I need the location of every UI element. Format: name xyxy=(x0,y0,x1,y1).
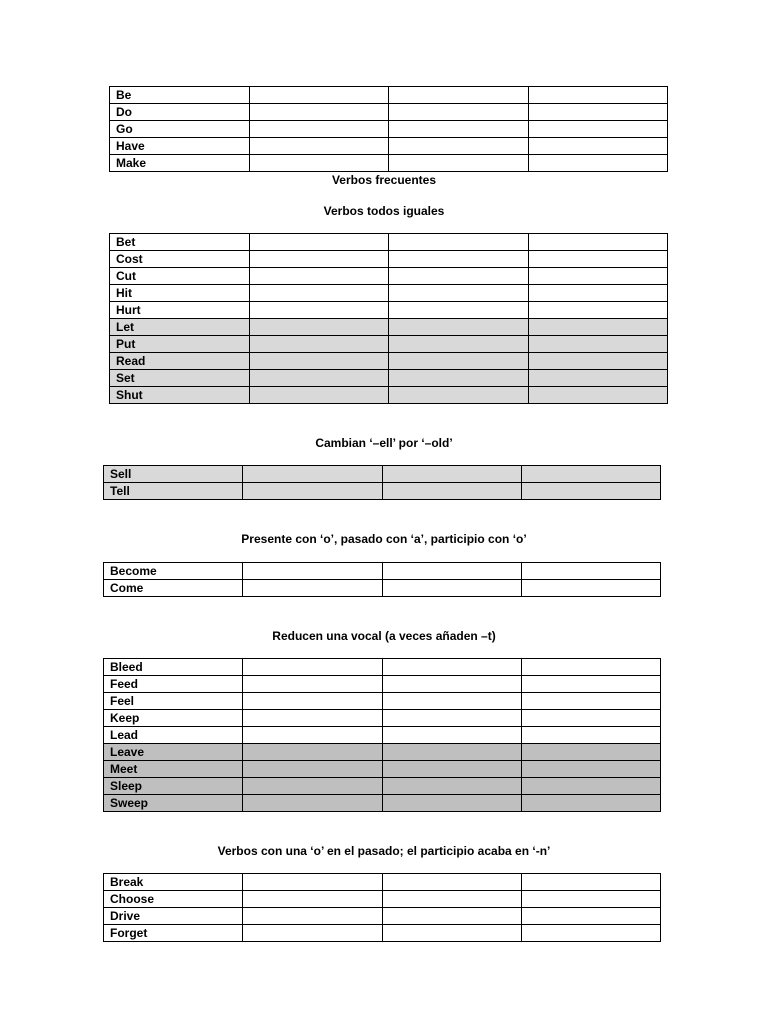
blank-cell[interactable] xyxy=(243,563,382,580)
blank-cell[interactable] xyxy=(521,483,660,500)
blank-cell[interactable] xyxy=(528,138,668,155)
table-all-same xyxy=(109,233,668,404)
table-row xyxy=(104,727,661,744)
table-row xyxy=(110,104,668,121)
table-row xyxy=(110,387,668,404)
blank-cell[interactable] xyxy=(249,121,389,138)
blank-cell[interactable] xyxy=(382,483,521,500)
heading-o-a-o: Presente con ‘o’, pasado con ‘a’, participio con ‘o’ xyxy=(241,532,527,546)
blank-cell[interactable] xyxy=(521,778,660,795)
table-row xyxy=(110,234,668,251)
verb-cell: Feel xyxy=(104,693,243,710)
table-row xyxy=(104,659,661,676)
verb-cell: Become xyxy=(104,563,243,580)
blank-cell[interactable] xyxy=(382,925,521,942)
table-row xyxy=(110,87,668,104)
table-row xyxy=(110,302,668,319)
blank-cell[interactable] xyxy=(528,268,668,285)
blank-cell[interactable] xyxy=(521,710,660,727)
table-row xyxy=(104,693,661,710)
verb-cell: Tell xyxy=(104,483,243,500)
blank-cell[interactable] xyxy=(389,336,529,353)
blank-cell[interactable] xyxy=(382,727,521,744)
verb-cell: Set xyxy=(110,370,250,387)
blank-cell[interactable] xyxy=(382,563,521,580)
blank-cell[interactable] xyxy=(243,466,382,483)
blank-cell[interactable] xyxy=(521,744,660,761)
blank-cell[interactable] xyxy=(528,251,668,268)
table-row xyxy=(110,370,668,387)
blank-cell[interactable] xyxy=(521,676,660,693)
blank-cell[interactable] xyxy=(243,761,382,778)
table-row xyxy=(104,710,661,727)
table-row xyxy=(104,580,661,597)
blank-cell[interactable] xyxy=(249,87,389,104)
verb-cell: Do xyxy=(110,104,250,121)
blank-cell[interactable] xyxy=(521,925,660,942)
blank-cell[interactable] xyxy=(389,121,529,138)
verb-cell: Come xyxy=(104,580,243,597)
blank-cell[interactable] xyxy=(249,234,389,251)
verb-cell: Sell xyxy=(104,466,243,483)
heading-o-past-n: Verbos con una ‘o’ en el pasado; el participio acaba en ‘-n’ xyxy=(217,844,551,858)
blank-cell[interactable] xyxy=(389,104,529,121)
blank-cell[interactable] xyxy=(382,693,521,710)
blank-cell[interactable] xyxy=(249,353,389,370)
table-o-a-o xyxy=(103,562,661,597)
blank-cell[interactable] xyxy=(249,302,389,319)
verb-cell: Put xyxy=(110,336,250,353)
blank-cell[interactable] xyxy=(389,319,529,336)
blank-cell[interactable] xyxy=(528,87,668,104)
blank-cell[interactable] xyxy=(528,336,668,353)
blank-cell[interactable] xyxy=(528,121,668,138)
verb-cell: Choose xyxy=(104,891,243,908)
blank-cell[interactable] xyxy=(243,908,382,925)
verb-cell: Hurt xyxy=(110,302,250,319)
blank-cell[interactable] xyxy=(521,580,660,597)
blank-cell[interactable] xyxy=(389,387,529,404)
blank-cell[interactable] xyxy=(521,727,660,744)
verb-cell: Shut xyxy=(110,387,250,404)
blank-cell[interactable] xyxy=(389,138,529,155)
verb-cell: Lead xyxy=(104,727,243,744)
verb-cell: Bleed xyxy=(104,659,243,676)
blank-cell[interactable] xyxy=(382,891,521,908)
verb-cell: Sweep xyxy=(104,795,243,812)
table-row xyxy=(110,353,668,370)
blank-cell[interactable] xyxy=(528,302,668,319)
blank-cell[interactable] xyxy=(521,659,660,676)
blank-cell[interactable] xyxy=(243,925,382,942)
blank-cell[interactable] xyxy=(249,138,389,155)
blank-cell[interactable] xyxy=(243,659,382,676)
table-reduce-vowel xyxy=(103,658,661,812)
blank-cell[interactable] xyxy=(528,234,668,251)
blank-cell[interactable] xyxy=(521,795,660,812)
table-row xyxy=(104,795,661,812)
table-row xyxy=(104,925,661,942)
blank-cell[interactable] xyxy=(382,795,521,812)
table-row xyxy=(104,744,661,761)
blank-cell[interactable] xyxy=(521,891,660,908)
table-row xyxy=(104,676,661,693)
blank-cell[interactable] xyxy=(528,353,668,370)
verb-cell: Keep xyxy=(104,710,243,727)
blank-cell[interactable] xyxy=(243,727,382,744)
verb-cell: Be xyxy=(110,87,250,104)
table-row xyxy=(104,483,661,500)
blank-cell[interactable] xyxy=(249,268,389,285)
verb-cell: Bet xyxy=(110,234,250,251)
table-row xyxy=(104,874,661,891)
blank-cell[interactable] xyxy=(382,744,521,761)
blank-cell[interactable] xyxy=(382,676,521,693)
blank-cell[interactable] xyxy=(389,302,529,319)
verb-cell: Break xyxy=(104,874,243,891)
verb-cell: Hit xyxy=(110,285,250,302)
blank-cell[interactable] xyxy=(243,744,382,761)
blank-cell[interactable] xyxy=(382,659,521,676)
table-frequent-verbs xyxy=(109,86,668,172)
blank-cell[interactable] xyxy=(521,563,660,580)
blank-cell[interactable] xyxy=(249,285,389,302)
verb-cell: Cut xyxy=(110,268,250,285)
table-ell-old xyxy=(103,465,661,500)
table-row xyxy=(110,251,668,268)
blank-cell[interactable] xyxy=(521,874,660,891)
blank-cell[interactable] xyxy=(243,891,382,908)
blank-cell[interactable] xyxy=(243,778,382,795)
verb-cell: Leave xyxy=(104,744,243,761)
verb-cell: Drive xyxy=(104,908,243,925)
blank-cell[interactable] xyxy=(249,370,389,387)
blank-cell[interactable] xyxy=(243,676,382,693)
blank-cell[interactable] xyxy=(382,580,521,597)
verb-cell: Let xyxy=(110,319,250,336)
blank-cell[interactable] xyxy=(382,874,521,891)
blank-cell[interactable] xyxy=(249,155,389,172)
blank-cell[interactable] xyxy=(521,466,660,483)
blank-cell[interactable] xyxy=(243,483,382,500)
verb-cell: Make xyxy=(110,155,250,172)
table-row xyxy=(104,891,661,908)
blank-cell[interactable] xyxy=(389,353,529,370)
heading-all-same: Verbos todos iguales xyxy=(323,204,445,218)
blank-cell[interactable] xyxy=(389,155,529,172)
blank-cell[interactable] xyxy=(249,336,389,353)
blank-cell[interactable] xyxy=(389,370,529,387)
blank-cell[interactable] xyxy=(521,908,660,925)
blank-cell[interactable] xyxy=(389,251,529,268)
blank-cell[interactable] xyxy=(243,580,382,597)
blank-cell[interactable] xyxy=(528,387,668,404)
heading-ell-old: Cambian ‘–ell’ por ‘–old’ xyxy=(315,436,453,450)
table-row xyxy=(104,761,661,778)
blank-cell[interactable] xyxy=(382,908,521,925)
verb-cell: Feed xyxy=(104,676,243,693)
blank-cell[interactable] xyxy=(521,761,660,778)
table-row xyxy=(110,268,668,285)
table-row xyxy=(110,155,668,172)
blank-cell[interactable] xyxy=(382,466,521,483)
blank-cell[interactable] xyxy=(389,87,529,104)
caption-frequent-verbs: Verbos frecuentes xyxy=(331,173,437,187)
blank-cell[interactable] xyxy=(528,319,668,336)
blank-cell[interactable] xyxy=(249,104,389,121)
verb-cell: Have xyxy=(110,138,250,155)
verb-cell: Sleep xyxy=(104,778,243,795)
table-row xyxy=(110,285,668,302)
table-row xyxy=(104,466,661,483)
table-row xyxy=(104,908,661,925)
blank-cell[interactable] xyxy=(249,387,389,404)
verb-cell: Cost xyxy=(110,251,250,268)
blank-cell[interactable] xyxy=(528,104,668,121)
table-row xyxy=(104,778,661,795)
verb-cell: Read xyxy=(110,353,250,370)
verb-cell: Meet xyxy=(104,761,243,778)
table-o-past-n xyxy=(103,873,661,942)
blank-cell[interactable] xyxy=(249,319,389,336)
blank-cell[interactable] xyxy=(243,795,382,812)
blank-cell[interactable] xyxy=(243,710,382,727)
blank-cell[interactable] xyxy=(243,693,382,710)
blank-cell[interactable] xyxy=(249,251,389,268)
blank-cell[interactable] xyxy=(528,155,668,172)
blank-cell[interactable] xyxy=(389,234,529,251)
blank-cell[interactable] xyxy=(521,693,660,710)
heading-reduce-vowel: Reducen una vocal (a veces añaden –t) xyxy=(272,629,496,643)
blank-cell[interactable] xyxy=(389,285,529,302)
blank-cell[interactable] xyxy=(389,268,529,285)
blank-cell[interactable] xyxy=(382,778,521,795)
table-row xyxy=(110,138,668,155)
table-row xyxy=(110,121,668,138)
table-row xyxy=(110,336,668,353)
blank-cell[interactable] xyxy=(528,370,668,387)
blank-cell[interactable] xyxy=(382,761,521,778)
blank-cell[interactable] xyxy=(243,874,382,891)
verb-cell: Forget xyxy=(104,925,243,942)
blank-cell[interactable] xyxy=(528,285,668,302)
table-row xyxy=(104,563,661,580)
verb-cell: Go xyxy=(110,121,250,138)
table-row xyxy=(110,319,668,336)
blank-cell[interactable] xyxy=(382,710,521,727)
